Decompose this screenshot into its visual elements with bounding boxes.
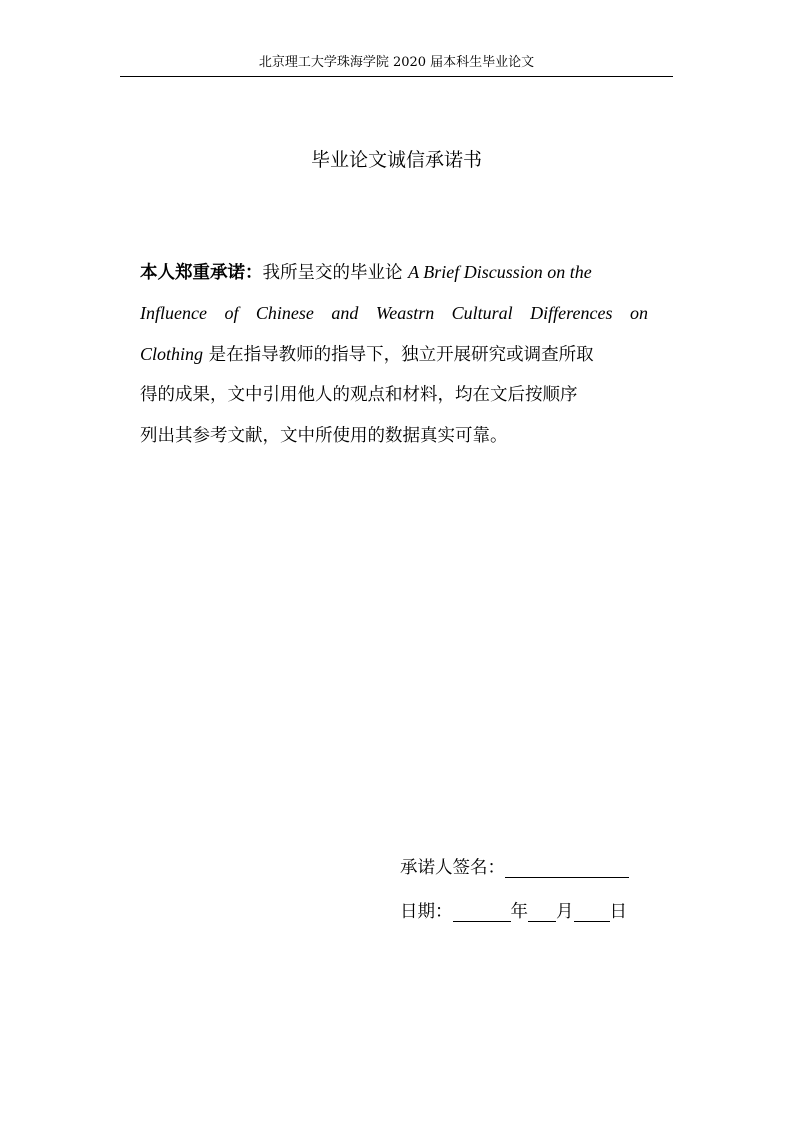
signature-field[interactable]: [505, 855, 629, 878]
thesis-title-word: Influence: [140, 303, 207, 323]
signer-row: [400, 840, 629, 884]
document-title: 毕业论文诚信承诺书: [310, 149, 482, 171]
pledge-line-3: [140, 339, 648, 380]
pledge-text-3: 是在指导教师的指导下，独立开展研究或调查所取: [203, 345, 594, 365]
year-field[interactable]: [453, 899, 511, 922]
day-field[interactable]: [574, 899, 610, 922]
day-label: 日: [609, 902, 627, 922]
month-field[interactable]: [528, 899, 556, 922]
pledge-paragraph: [140, 257, 648, 462]
thesis-title-word: on: [629, 303, 648, 323]
thesis-title-word: Cultural: [451, 303, 513, 323]
thesis-title-part-1: A Brief Discussion on the: [408, 262, 592, 282]
thesis-title-word: Chinese: [255, 303, 314, 323]
signer-label: 承诺人签名：: [400, 858, 505, 878]
header-rule: [120, 76, 673, 77]
pledge-line-1: [140, 257, 648, 298]
year-label: 年: [510, 902, 528, 922]
thesis-title-word: and: [331, 303, 359, 323]
thesis-title-part-3: Clothing: [140, 344, 204, 364]
running-header: 北京理工大学珠海学院 2020 届本科生毕业论文: [258, 55, 535, 70]
pledge-line-4: 得的成果，文中引用他人的观点和材料，均在文后按顺序: [140, 385, 578, 405]
thesis-title-word: of: [224, 303, 239, 323]
pledge-text-1: 我所呈交的毕业论: [262, 263, 403, 283]
pledge-line-5: 列出其参考文献，文中所使用的数据真实可靠。: [140, 426, 508, 446]
signature-block: [400, 840, 629, 928]
thesis-title-word: Weastrn: [375, 303, 435, 323]
date-row: [400, 884, 629, 928]
pledge-line-2: [140, 298, 648, 339]
date-label: 日期：: [400, 902, 453, 922]
month-label: 月: [556, 902, 574, 922]
pledge-lead: 本人郑重承诺：: [140, 263, 263, 283]
thesis-title-word: Differences: [530, 303, 613, 323]
